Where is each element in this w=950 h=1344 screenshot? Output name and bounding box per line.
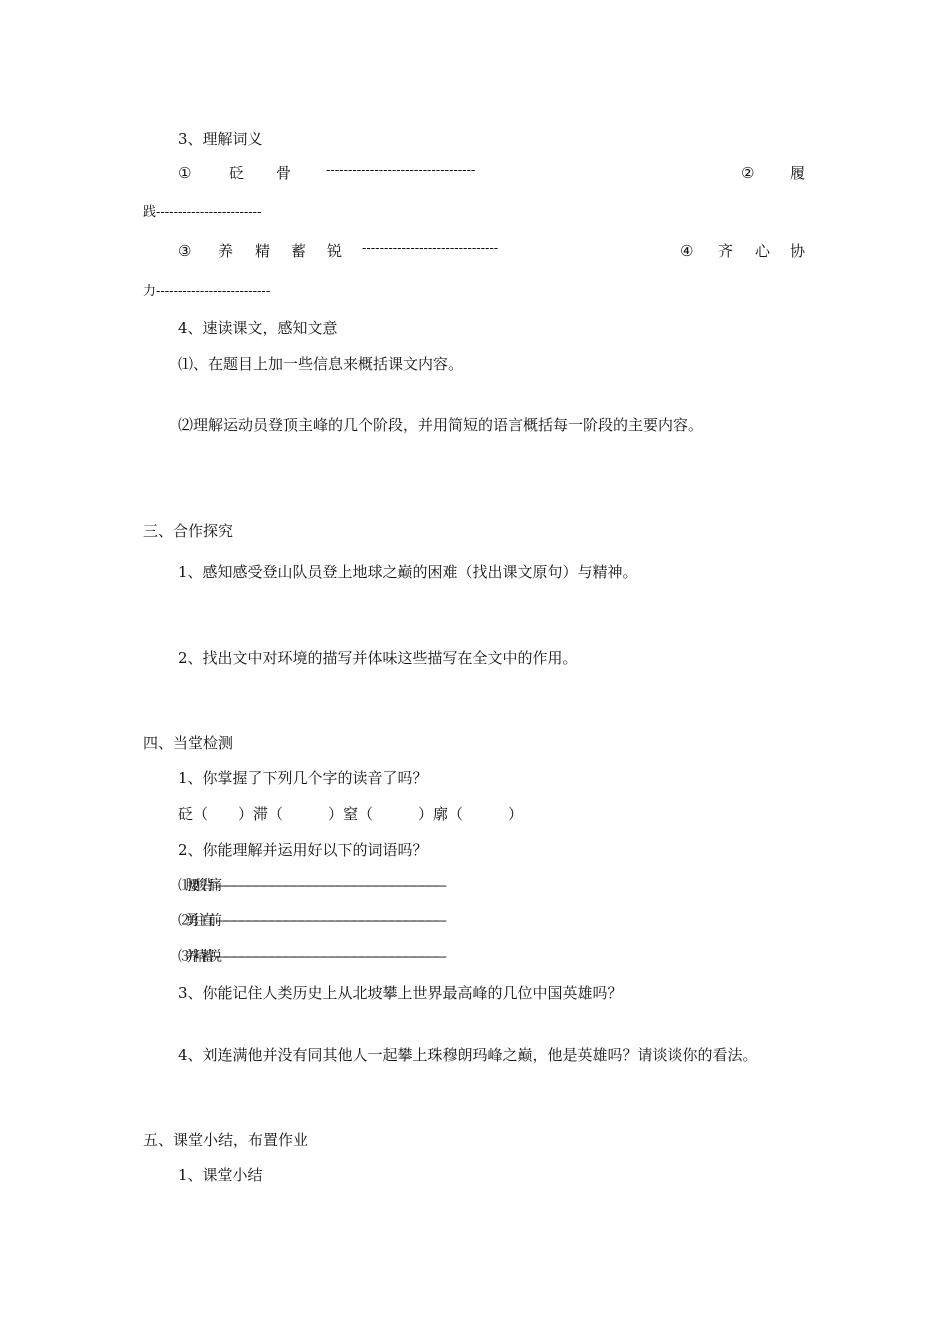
word-answer-line: ⑴腰酸背痛—————————————————————————————— (178, 878, 441, 894)
vocab-char: 骨 (276, 164, 292, 182)
vocab-char: 精 (255, 242, 271, 260)
vocab-char: 履 (790, 164, 806, 182)
vocab-answer-line: ------------------------------- (362, 241, 499, 256)
question-item: ⑴、在题目上加一些信息来概括课文内容。 (178, 355, 464, 373)
vocab-number-3: ③ (178, 242, 192, 260)
question-item: 1、课堂小结 (178, 1166, 263, 1184)
vocab-char: 蓄 (291, 242, 307, 260)
vocab-number-4: ④ (680, 242, 694, 260)
section-heading-skim: 4、速读课文，感知文意 (178, 319, 338, 337)
word-answer-line: ⑶养精蓄锐—————————————————————————————— (178, 949, 441, 965)
question-item: ⑵理解运动员登顶主峰的几个阶段，并用简短的语言概括每一阶段的主要内容。 (178, 416, 704, 434)
vocab-char: 协 (790, 242, 806, 260)
part-heading-cooperative-inquiry: 三、合作探究 (143, 522, 234, 540)
vocab-continuation-line: 力-------------------------- (143, 284, 271, 299)
vocab-char: 心 (755, 242, 771, 260)
vocab-char: 养 (218, 242, 234, 260)
vocab-number-2: ② (741, 164, 755, 182)
question-item: 2、找出文中对环境的描写并体味这些描写在全文中的作用。 (178, 649, 578, 667)
question-item: 3、你能记住人类历史上从北坡攀上世界最高峰的几位中国英雄吗？ (178, 984, 623, 1002)
question-item: 1、感知感受登山队员登上地球之巅的困难（找出课文原句）与精神。 (178, 563, 638, 581)
part-heading-in-class-check: 四、当堂检测 (143, 734, 234, 752)
question-item: 4、刘连满他并没有同其他人一起攀上珠穆朗玛峰之巅，他是英雄吗？请谈谈你的看法。 (178, 1046, 758, 1064)
section-heading-understand-words: 3、理解词义 (178, 130, 263, 148)
question-item: 2、你能理解并运用好以下的词语吗？ (178, 841, 428, 859)
question-item: 1、你掌握了下列几个字的读音了吗？ (178, 769, 428, 787)
vocab-answer-line: ---------------------------------- (326, 163, 476, 178)
part-heading-summary-homework: 五、课堂小结，布置作业 (143, 1131, 309, 1149)
vocab-number-1: ① (178, 164, 192, 182)
vocab-char: 锐 (327, 242, 343, 260)
vocab-char: 齐 (718, 242, 734, 260)
pronunciation-blanks: 砭（ ）滞（ ）窒（ ）廓（ ） (178, 805, 524, 823)
vocab-continuation-line: 践------------------------ (143, 205, 262, 220)
vocab-char: 砭 (229, 164, 245, 182)
word-answer-line: ⑵勇往直前—————————————————————————————— (178, 913, 441, 929)
